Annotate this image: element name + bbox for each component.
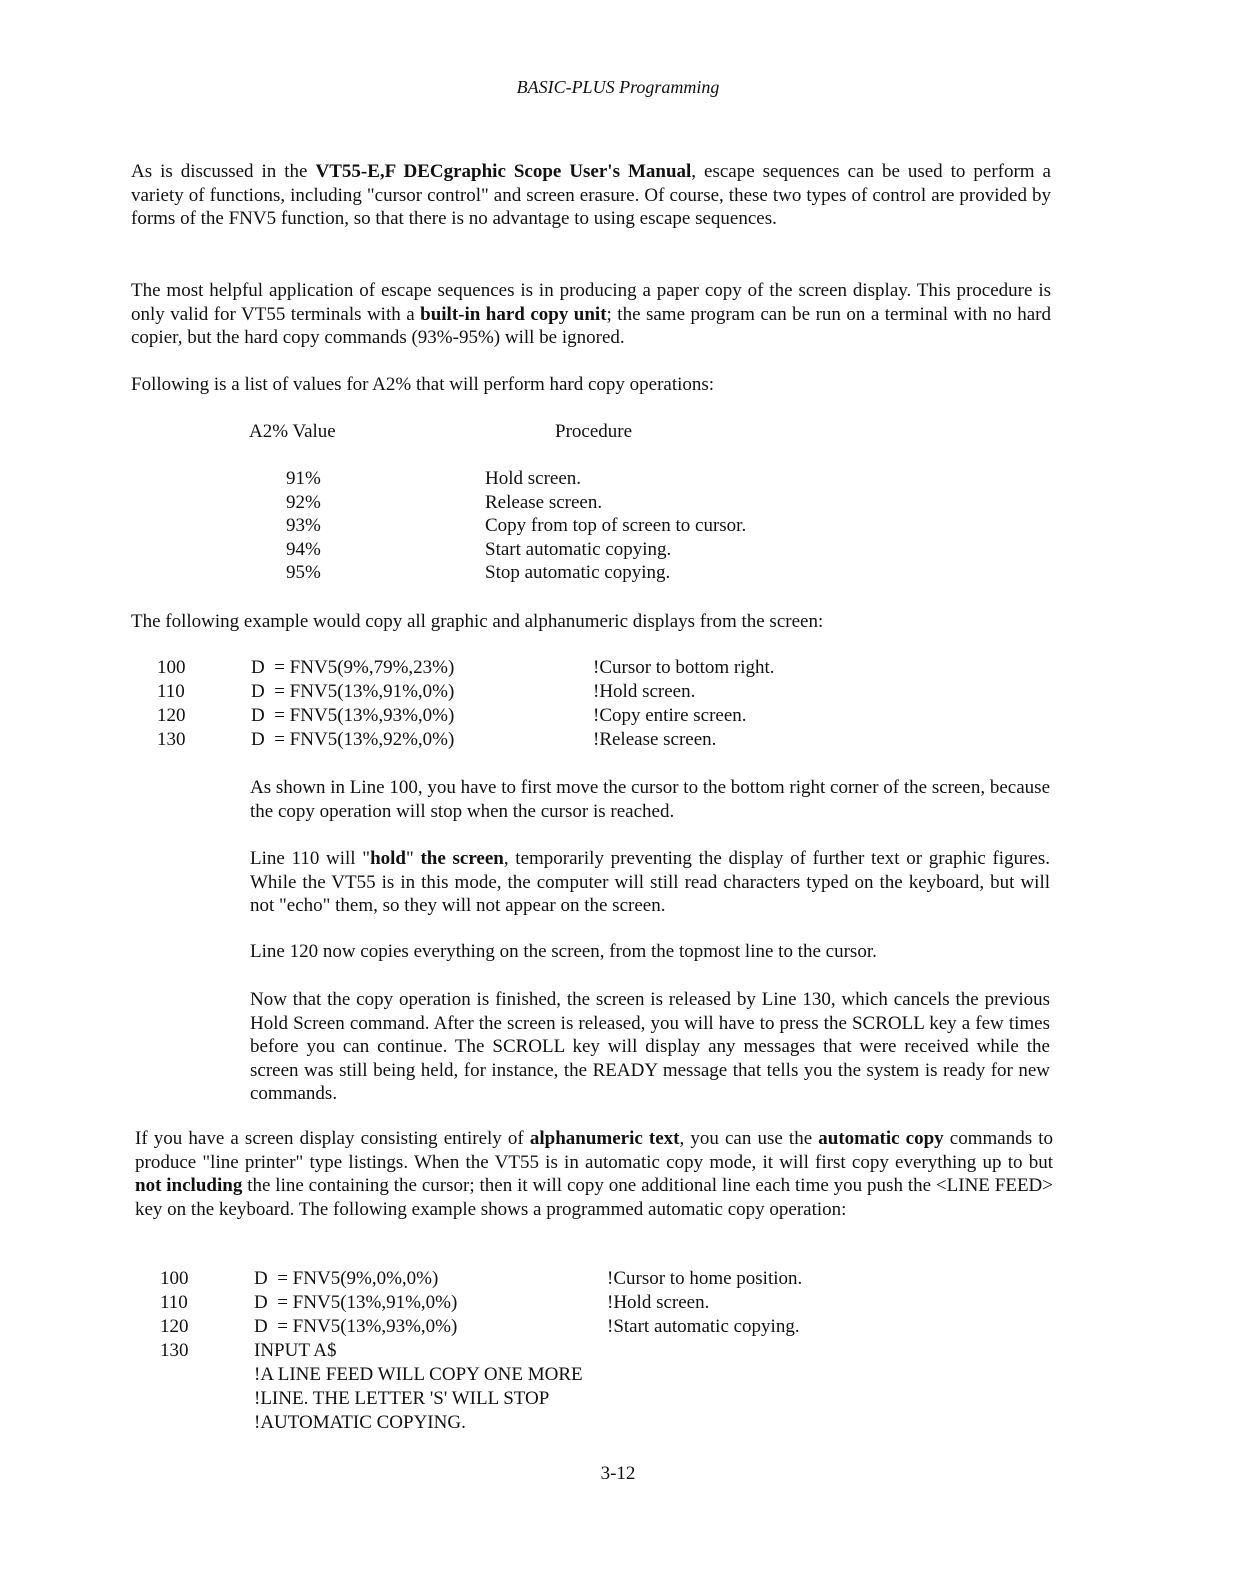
bold-not-including: not including — [135, 1175, 243, 1196]
code-statement: D = FNV5(13%,93%,0%) — [254, 1316, 458, 1337]
code-line-number: 110 — [157, 681, 185, 702]
text: " — [405, 848, 421, 869]
text: The most helpful application of escape sequences is in producing a paper copy of the screen display. This procedure is only valid for VT55 terminals with a — [131, 280, 1051, 325]
code-comment: !Start automatic copying. — [607, 1316, 800, 1337]
code-line-number: 120 — [157, 705, 186, 726]
bold-automatic-copy: automatic copy — [818, 1128, 944, 1149]
code-statement: !A LINE FEED WILL COPY ONE MORE — [254, 1364, 583, 1385]
code-statement: INPUT A$ — [254, 1340, 337, 1361]
running-header: BASIC-PLUS Programming — [516, 77, 720, 97]
paragraph-example-intro: The following example would copy all graphic and alphanumeric displays from the screen: — [131, 611, 824, 632]
table-cell-value: 94% — [286, 538, 321, 560]
paragraph-line-100-explanation: As shown in Line 100, you have to first move the cursor to the bottom right corner of the screen, because the copy operation will stop when the cursor is reached. — [250, 777, 1050, 822]
table-cell-procedure: Hold screen. — [485, 468, 582, 489]
table-cell-value: 93% — [286, 515, 321, 536]
code-line-number: 110 — [160, 1292, 188, 1313]
code-line-number: 100 — [160, 1268, 189, 1289]
code-statement: D = FNV5(13%,93%,0%) — [251, 705, 455, 726]
table-cell-procedure: Release screen. — [485, 491, 603, 513]
paragraph-values-list-intro: Following is a list of values for A2% that will perform hard copy operations: — [131, 374, 715, 395]
table-cell-procedure: Start automatic copying. — [485, 538, 672, 560]
paragraph-escape-sequences-intro — [131, 160, 1051, 231]
code-statement: !LINE. THE LETTER 'S' WILL STOP — [254, 1388, 550, 1409]
table-cell-value: 91% — [286, 468, 321, 489]
code-statement: !AUTOMATIC COPYING. — [254, 1412, 466, 1433]
code-line-number: 130 — [160, 1340, 189, 1361]
text: As is discussed in the — [131, 161, 316, 182]
code-line-number: 100 — [157, 657, 186, 678]
code-statement: D = FNV5(13%,92%,0%) — [251, 729, 455, 750]
bold-hold: hold — [370, 848, 406, 869]
code-comment: !Cursor to bottom right. — [593, 657, 775, 678]
code-statement: D = FNV5(13%,91%,0%) — [251, 681, 455, 702]
table-header-procedure: Procedure — [555, 421, 633, 442]
table-cell-procedure: Stop automatic copying. — [485, 562, 671, 583]
table-cell-value: 92% — [286, 491, 321, 513]
bold-the-screen: the screen — [420, 848, 504, 869]
code-comment: !Hold screen. — [593, 681, 696, 702]
paragraph-line-120-explanation: Line 120 now copies everything on the screen, from the topmost line to the cursor. — [250, 941, 877, 962]
code-line-number: 130 — [157, 729, 186, 750]
table-cell-value: 95% — [286, 562, 321, 583]
code-line-number: 120 — [160, 1316, 189, 1337]
code-statement: D = FNV5(9%,79%,23%) — [251, 657, 455, 678]
paragraph-paper-copy — [131, 279, 1051, 350]
code-statement: D = FNV5(13%,91%,0%) — [254, 1292, 458, 1313]
bold-alphanumeric-text: alphanumeric text — [529, 1128, 680, 1149]
bold-hard-copy-unit: built-in hard copy unit — [420, 303, 607, 325]
text: , escape sequences can be used to perform a variety of functions, including "cursor control" and screen erasure. Of course, these two types of control are provided by forms of the FNV5 function, so that there is no advantage to using escape sequences. — [131, 161, 1051, 229]
text: the line containing the cursor; then it will copy one additional line each time you push the <LINE FEED> key on the keyboard. The following example shows a programmed automatic copy operation: — [135, 1175, 1053, 1220]
text: , you can use the — [679, 1128, 819, 1149]
text: , temporarily preventing the display of further text or graphic figures. While the VT55 is in this mode, the computer will still read characters typed on the keyboard, but will not "echo" them, so they will not appear on the screen. — [250, 848, 1050, 916]
paragraph-line-110-explanation — [250, 847, 1050, 918]
paragraph-automatic-copy — [135, 1127, 1053, 1221]
code-comment: !Copy entire screen. — [593, 705, 747, 726]
code-comment: !Hold screen. — [607, 1292, 710, 1313]
bold-manual-title: VT55-E,F DECgraphic Scope User's Manual — [315, 161, 692, 182]
text: Line 110 will " — [250, 848, 371, 869]
code-comment: !Cursor to home position. — [607, 1268, 803, 1289]
text: commands to produce "line printer" type listings. When the VT55 is in automatic copy mode, it will first copy everything up to but — [135, 1128, 1053, 1173]
text: If you have a screen display consisting entirely of — [135, 1128, 530, 1149]
table-cell-procedure: Copy from top of screen to cursor. — [485, 515, 747, 536]
table-header-value: A2% Value — [249, 421, 336, 442]
code-statement: D = FNV5(9%,0%,0%) — [254, 1268, 439, 1289]
paragraph-line-130-explanation: Now that the copy operation is finished, the screen is released by Line 130, which cancels the previous Hold Screen command. After the screen is released, you will have to press the SCROLL key a few times before you can continue. The SCROLL key will display any messages that were received while the screen was still being held, for instance, the READY message that tells you the system is ready for new commands. — [250, 989, 1050, 1104]
text: ; the same program can be run on a terminal with no hard copier, but the hard copy commands (93%-95%) will be ignored. — [131, 303, 1052, 348]
page-number: 3-12 — [600, 1463, 636, 1484]
code-comment: !Release screen. — [593, 729, 717, 750]
